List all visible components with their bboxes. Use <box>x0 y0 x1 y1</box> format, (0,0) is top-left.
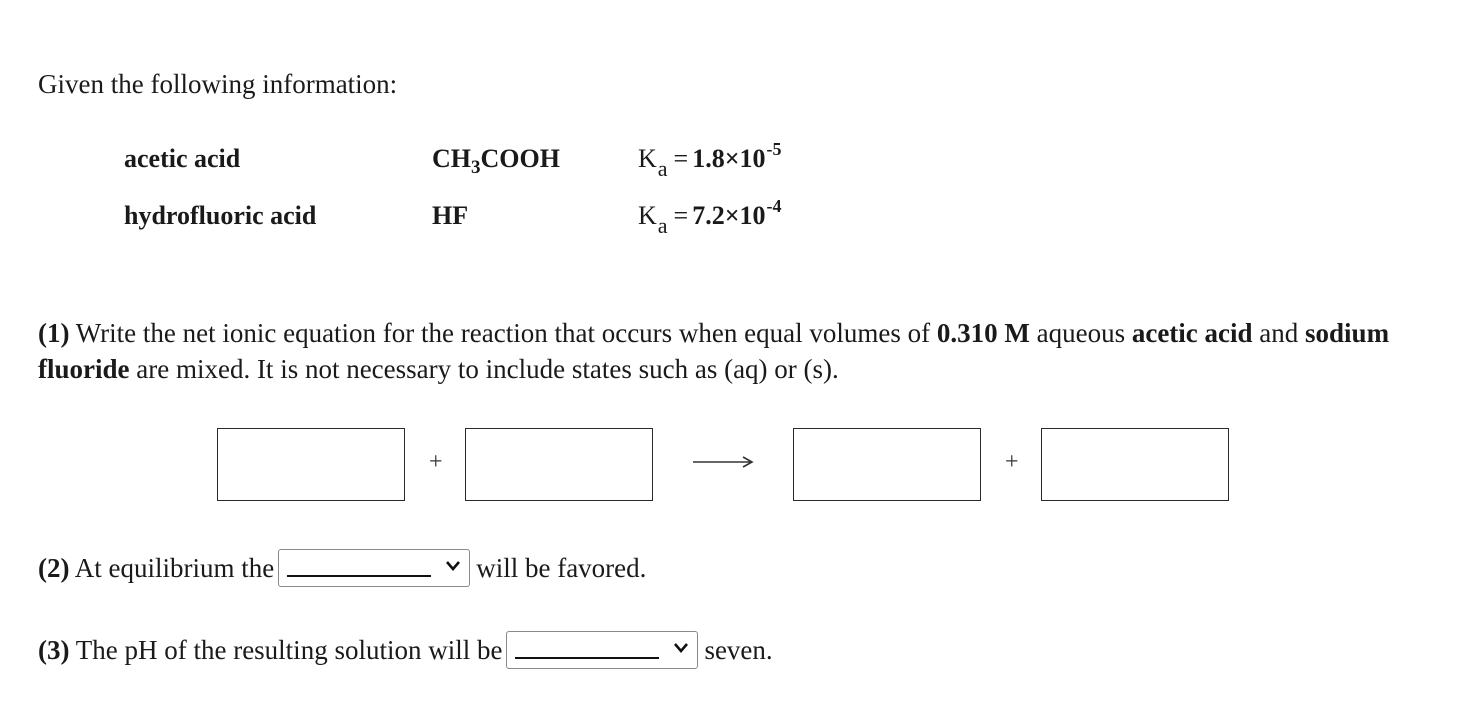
ka-subscript: a <box>657 213 668 238</box>
ka-value <box>638 196 782 238</box>
acid-name: acetic acid <box>124 144 241 173</box>
select-blank <box>515 657 659 659</box>
question-text: The pH of the resulting solution will be <box>75 635 503 665</box>
formula-part: HF <box>432 201 469 230</box>
acid-formula <box>432 144 560 178</box>
question-bold: 0.310 M <box>936 318 1030 348</box>
chevron-down-icon <box>445 560 461 572</box>
ka-equals: = <box>673 201 689 230</box>
acid-name: hydrofluoric acid <box>124 201 317 230</box>
acid-row-acetic <box>124 138 884 195</box>
chevron-down-icon <box>673 642 689 654</box>
ka-subscript: a <box>657 156 668 181</box>
question-text: and <box>1259 318 1299 348</box>
question-bold: sodium fluoride <box>38 318 1390 384</box>
question-text: aqueous <box>1036 318 1126 348</box>
question-1-text <box>38 315 1438 387</box>
reaction-arrow-icon <box>693 455 755 469</box>
question-2 <box>38 550 646 587</box>
question-text: Write the net ionic equation for the reaction that occurs when equal volumes of <box>75 318 931 348</box>
question-3 <box>38 632 773 669</box>
ka-symbol: K <box>638 201 657 230</box>
question-text: will be favored. <box>476 553 647 583</box>
select-blank <box>287 575 431 577</box>
question-number: (1) <box>38 318 70 348</box>
question-bold: acetic acid <box>1131 318 1253 348</box>
ka-mantissa: 1.8×10 <box>692 144 766 173</box>
ka-mantissa: 7.2×10 <box>692 201 766 230</box>
question-text: seven. <box>704 635 773 665</box>
product-2-input[interactable] <box>1041 428 1229 501</box>
ka-exponent: -4 <box>766 196 782 216</box>
question-text: At equilibrium the <box>74 553 275 583</box>
ka-value <box>638 139 782 181</box>
ka-symbol: K <box>638 144 657 173</box>
question-number: (2) <box>38 553 70 583</box>
ka-exponent: -5 <box>766 139 782 159</box>
reactant-1-input[interactable] <box>217 428 405 501</box>
formula-subscript: 3 <box>471 157 481 178</box>
acid-formula <box>432 201 468 231</box>
question-number: (3) <box>38 635 70 665</box>
plus-sign: + <box>1005 449 1019 475</box>
formula-part: CH <box>432 144 471 173</box>
ph-comparison-select[interactable] <box>506 631 698 669</box>
question-text: are mixed. It is not necessary to include states such as (aq) or (s). <box>136 354 839 384</box>
plus-sign: + <box>429 449 443 475</box>
ka-equals: = <box>673 144 689 173</box>
intro-text: Given the following information: <box>38 69 398 99</box>
product-1-input[interactable] <box>793 428 981 501</box>
acid-info-table <box>124 138 884 252</box>
favored-side-select[interactable] <box>278 549 470 587</box>
formula-part: COOH <box>480 144 560 173</box>
reactant-2-input[interactable] <box>465 428 653 501</box>
acid-row-hydrofluoric <box>124 195 884 252</box>
